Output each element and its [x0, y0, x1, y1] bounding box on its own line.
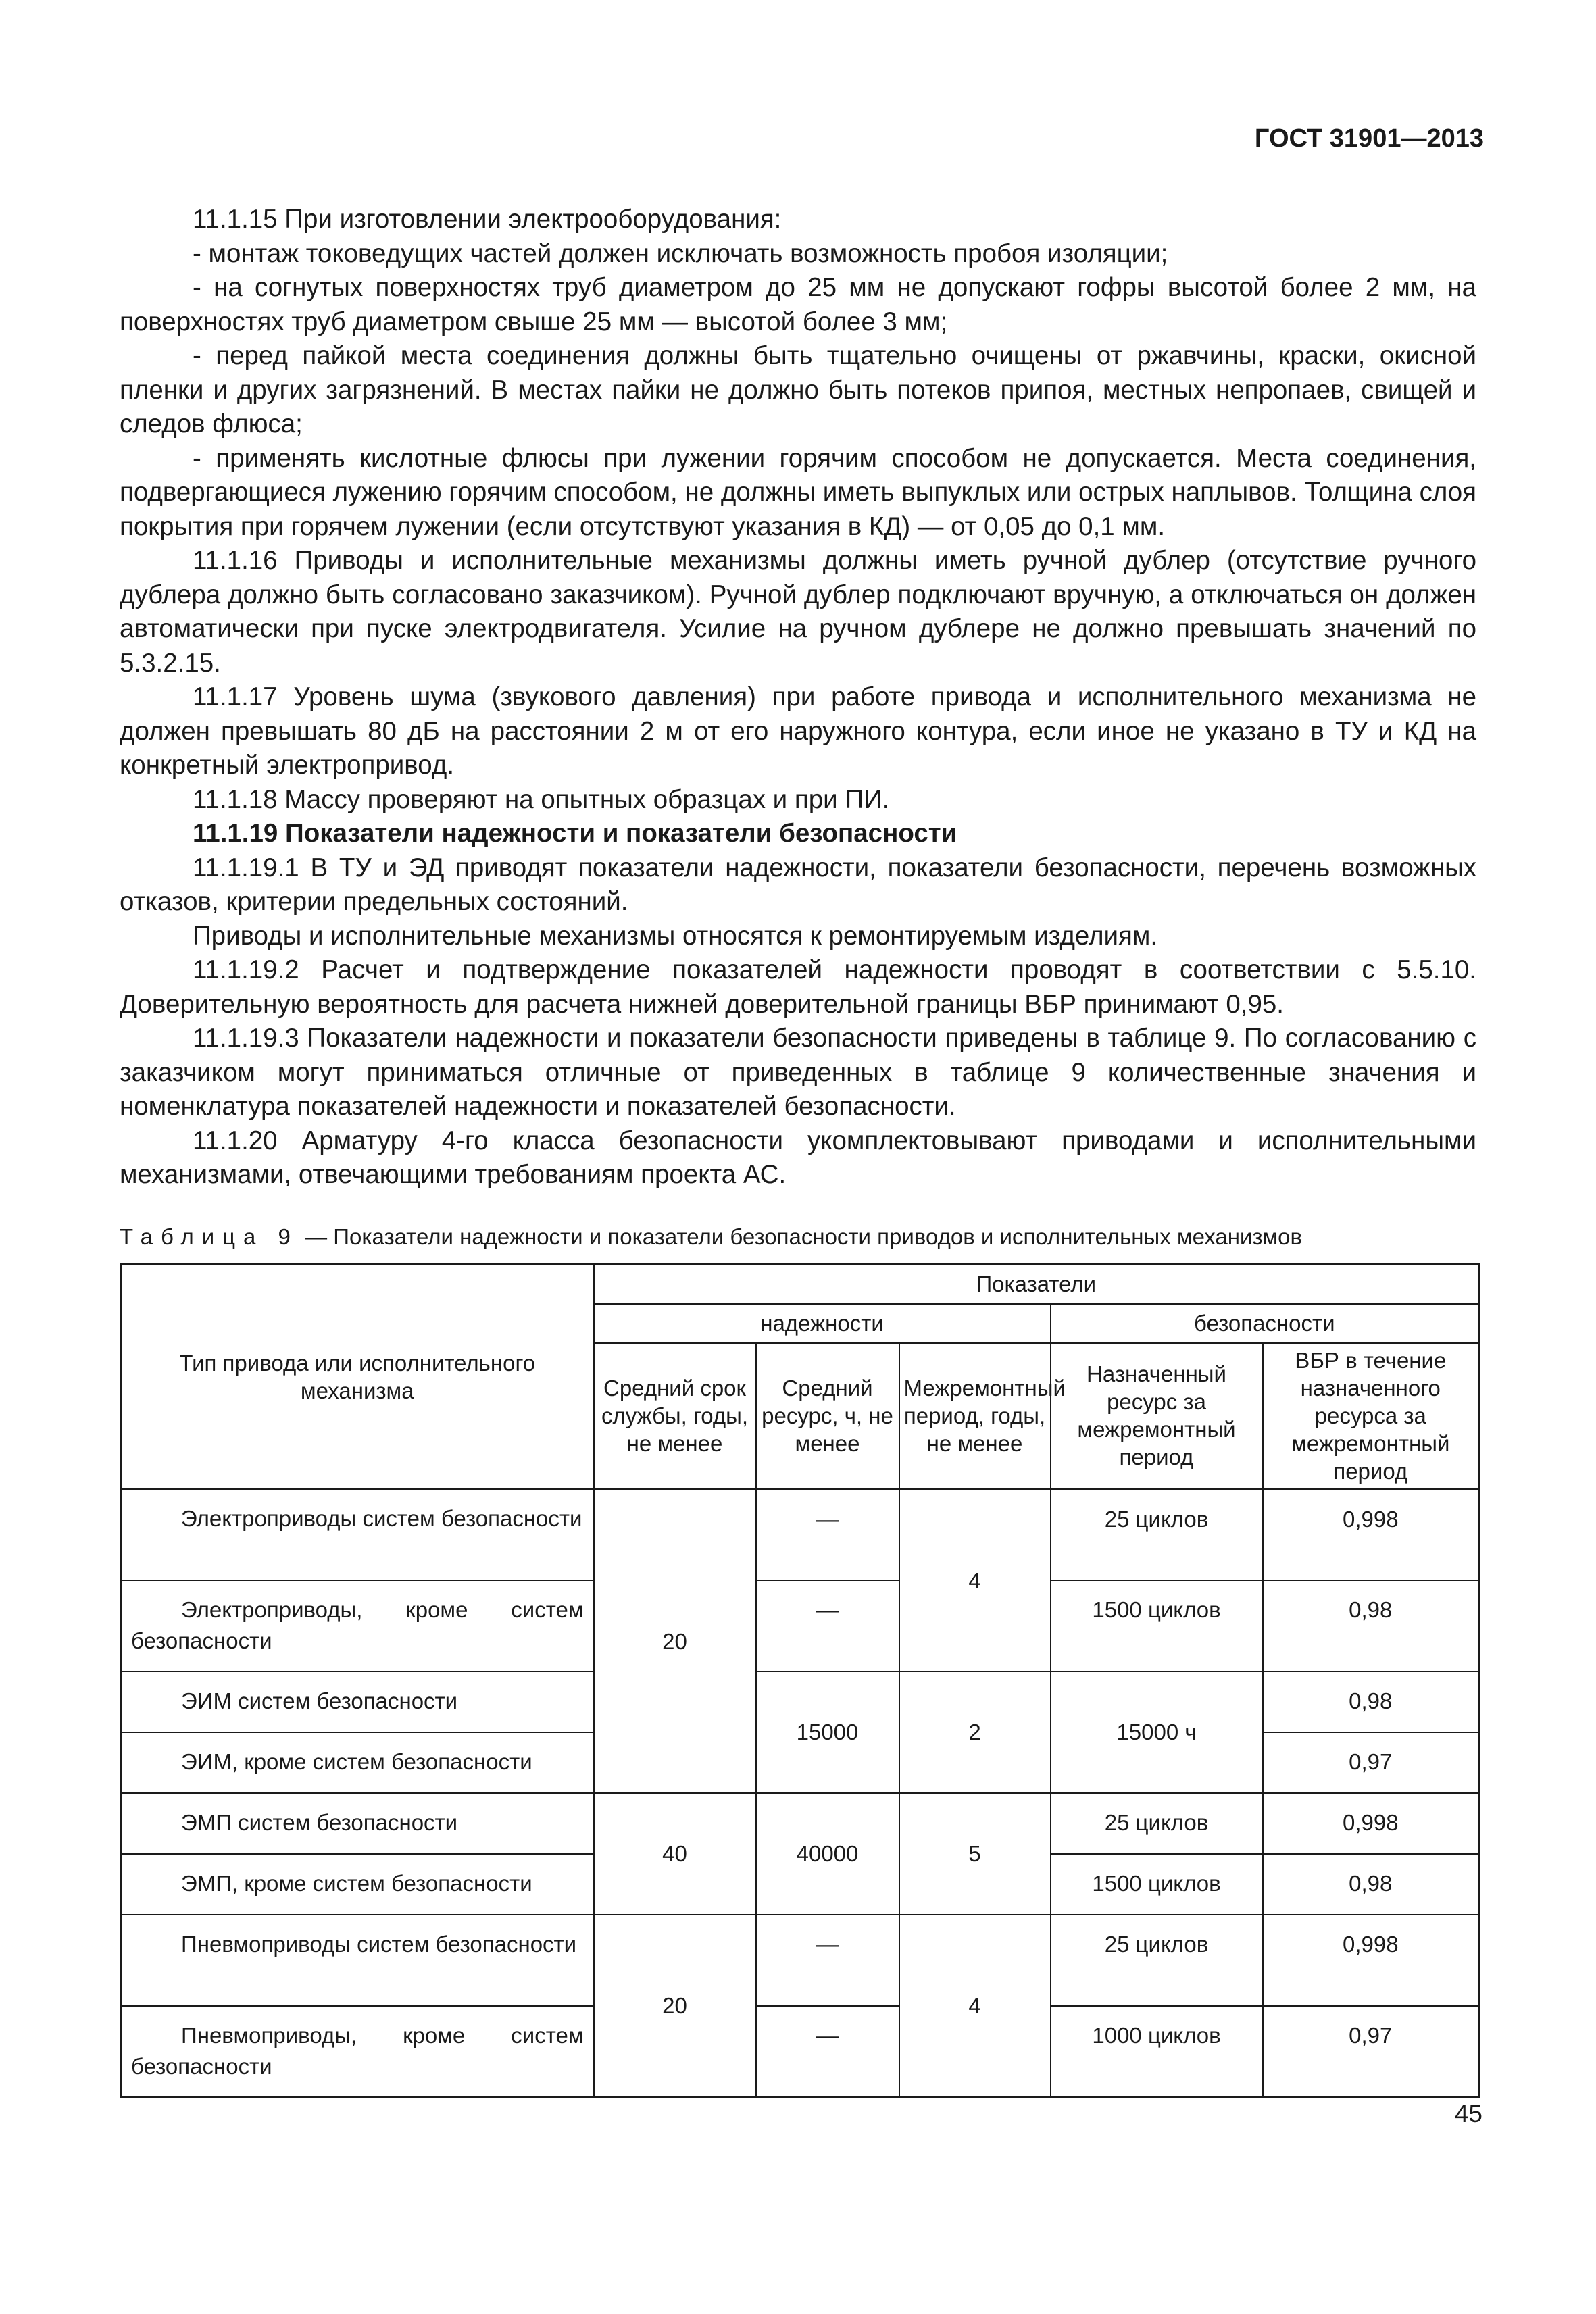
cell-resource: 15000 [756, 1671, 899, 1793]
cell-resource: — [756, 1580, 899, 1671]
cell-vbr: 0,97 [1263, 2006, 1479, 2097]
reliability-table [120, 1263, 1480, 2098]
paragraph: 11.1.19.3 Показатели надежности и показатели безопасности приведены в таблице 9. По согласованию с заказчиком могут приниматься отличные от приведенных в таблице 9 количественные значения и номенклатура показателей надежности и показателей безопасности. [120, 1024, 1476, 1121]
cell-vbr: 0,998 [1263, 1793, 1479, 1854]
header-safety: безопасности [1051, 1304, 1479, 1343]
table-row-type: Пневмоприводы, кроме систем безопасности [121, 2006, 594, 2097]
paragraph: 11.1.18 Массу проверяют на опытных образцах и при ПИ. [193, 784, 890, 814]
cell-vbr: 0,998 [1263, 1489, 1479, 1580]
cell-vbr: 0,98 [1263, 1854, 1479, 1915]
table-row-type: ЭИМ систем безопасности [121, 1671, 594, 1732]
paragraph: 11.1.19.1 В ТУ и ЭД приводят показатели надежности, показатели безопасности, перечень возможных отказов, критерии предельных состояний. [120, 853, 1476, 916]
cell-assigned-resource: 25 циклов [1051, 1489, 1263, 1580]
cell-resource: 40000 [756, 1793, 899, 1915]
table-caption-title: — Показатели надежности и показатели безопасности приводов и исполнительных механизмов [298, 1224, 1303, 1249]
cell-assigned-resource: 1000 циклов [1051, 2006, 1263, 2097]
cell-assigned-resource: 1500 циклов [1051, 1580, 1263, 1671]
header-overhaul-period: Межремонтный период, годы, не менее [899, 1343, 1051, 1489]
cell-service-life: 20 [594, 1915, 756, 2097]
paragraph: - монтаж токоведущих частей должен исключать возможность пробоя изоляции; [193, 238, 1168, 268]
cell-resource: — [756, 1489, 899, 1580]
cell-resource: — [756, 1915, 899, 2006]
body-text [120, 203, 1476, 1192]
cell-overhaul: 2 [899, 1671, 1051, 1793]
paragraph: 11.1.19.2 Расчет и подтверждение показателей надежности проводят в соответствии с 5.5.10. Доверительную вероятность для расчета нижней доверительной границы ВБР принимают 0,95. [120, 955, 1476, 1019]
cell-vbr: 0,998 [1263, 1915, 1479, 2006]
paragraph: 11.1.17 Уровень шума (звукового давления) при работе привода и исполнительного механизма не должен превышать 80 дБ на расстоянии 2 м от его наружного контура, если иное не указано в ТУ и КД на конкретный электропривод. [120, 682, 1476, 780]
table-caption [120, 1224, 1476, 1250]
cell-overhaul: 4 [899, 1915, 1051, 2097]
cell-vbr: 0,97 [1263, 1732, 1479, 1793]
paragraph: 11.1.20 Арматуру 4-го класса безопасности укомплектовывают приводами и исполнительными механизмами, отвечающими требованиям проекта АС. [120, 1126, 1476, 1189]
table-row-type: ЭМП систем безопасности [121, 1793, 594, 1854]
header-assigned-resource: Назначенный ресурс за межремонтный период [1051, 1343, 1263, 1489]
section-heading: 11.1.19 Показатели надежности и показатели безопасности [193, 819, 957, 848]
header-vbr: ВБР в течение назначенного ресурса за межремонтный период [1263, 1343, 1479, 1489]
cell-service-life: 40 [594, 1793, 756, 1915]
table-row-type: Пневмоприводы систем безопасности [121, 1915, 594, 2006]
header-service-life: Средний срок службы, годы, не менее [594, 1343, 756, 1489]
cell-overhaul: 4 [899, 1489, 1051, 1671]
cell-vbr: 0,98 [1263, 1580, 1479, 1671]
paragraph: 11.1.15 При изготовлении электрооборудования: [193, 205, 782, 234]
document-id: ГОСТ 31901—2013 [1254, 124, 1484, 153]
paragraph: - перед пайкой места соединения должны быть тщательно очищены от ржавчины, краски, окисной пленки и других загрязнений. В местах пайки не должно быть потеков припоя, местных непропаев, свищей и следов флюса; [120, 341, 1476, 438]
table-row-type: ЭИМ, кроме систем безопасности [121, 1732, 594, 1793]
header-resource: Средний ресурс, ч, не менее [756, 1343, 899, 1489]
header-type: Тип привода или исполнительного механизма [121, 1265, 594, 1489]
header-indicators: Показатели [594, 1265, 1479, 1304]
cell-resource: — [756, 2006, 899, 2097]
cell-vbr: 0,98 [1263, 1671, 1479, 1732]
paragraph: 11.1.16 Приводы и исполнительные механизмы должны иметь ручной дублер (отсутствие ручного дублера должно быть согласовано заказчиком). Ручной дублер подключают вручную, а отключаться он должен автоматически при пуске электродвигателя. Усилие на ручном дублере не должно превышать значений по 5.3.2.15. [120, 546, 1476, 678]
cell-overhaul: 5 [899, 1793, 1051, 1915]
cell-service-life: 20 [594, 1489, 756, 1793]
table-row-type: Электроприводы систем безопасности [121, 1489, 594, 1580]
cell-assigned-resource: 15000 ч [1051, 1671, 1263, 1793]
table-row-type: Электроприводы, кроме систем безопасности [121, 1580, 594, 1671]
cell-assigned-resource: 1500 циклов [1051, 1854, 1263, 1915]
header-reliability: надежности [594, 1304, 1051, 1343]
table-caption-label: Таблица 9 [120, 1224, 299, 1249]
table-row-type: ЭМП, кроме систем безопасности [121, 1854, 594, 1915]
paragraph: - на согнутых поверхностях труб диаметром до 25 мм не допускают гофры высотой более 2 мм, на поверхностях труб диаметром свыше 25 мм — высотой более 3 мм; [120, 273, 1476, 336]
cell-assigned-resource: 25 циклов [1051, 1915, 1263, 2006]
cell-assigned-resource: 25 циклов [1051, 1793, 1263, 1854]
page-number: 45 [1454, 2100, 1482, 2128]
paragraph: - применять кислотные флюсы при лужении горячим способом не допускается. Места соединения, подвергающиеся лужению горячим способом, не должны иметь выпуклых или острых наплывов. Толщина слоя покрытия при горячем лужении (если отсутствуют указания в КД) — от 0,05 до 0,1 мм. [120, 443, 1476, 541]
paragraph: Приводы и исполнительные механизмы относятся к ремонтируемым изделиям. [193, 921, 1158, 951]
